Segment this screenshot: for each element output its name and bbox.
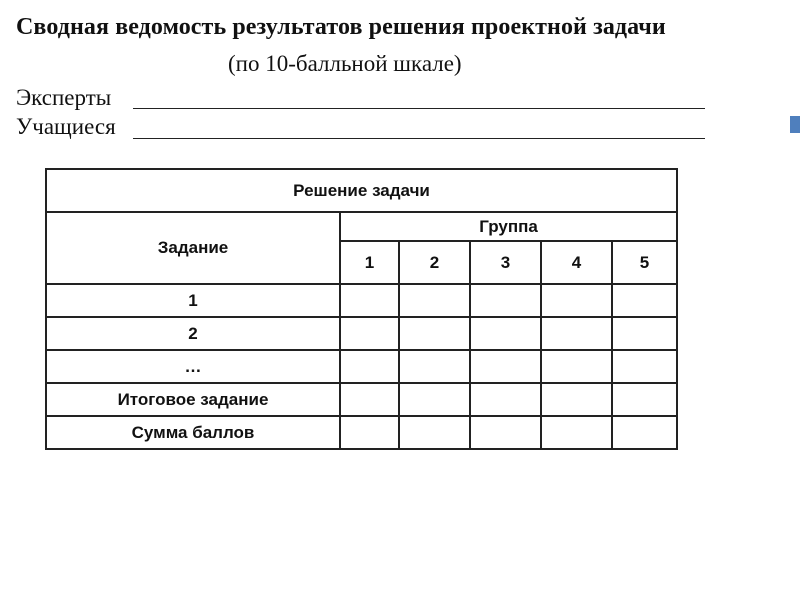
row-label: … xyxy=(46,350,340,383)
document-title: Сводная ведомость результатов решения проектной задачи xyxy=(16,14,666,40)
score-cell[interactable] xyxy=(470,317,541,350)
score-cell[interactable] xyxy=(541,416,612,449)
score-cell[interactable] xyxy=(340,317,399,350)
score-cell[interactable] xyxy=(541,317,612,350)
group-number-5: 5 xyxy=(612,241,677,284)
score-cell[interactable] xyxy=(470,350,541,383)
document-subtitle: (по 10-балльной шкале) xyxy=(228,51,462,76)
score-cell[interactable] xyxy=(541,383,612,416)
score-cell[interactable] xyxy=(612,350,677,383)
table-row xyxy=(46,317,677,350)
score-cell[interactable] xyxy=(612,284,677,317)
score-cell[interactable] xyxy=(541,350,612,383)
group-number-4: 4 xyxy=(541,241,612,284)
score-cell[interactable] xyxy=(340,383,399,416)
table-row xyxy=(46,416,677,449)
group-number-1: 1 xyxy=(340,241,399,284)
group-number-3: 3 xyxy=(470,241,541,284)
score-cell[interactable] xyxy=(612,383,677,416)
row-label: Сумма баллов xyxy=(46,416,340,449)
score-cell[interactable] xyxy=(399,284,470,317)
score-cell[interactable] xyxy=(399,416,470,449)
group-header: Группа xyxy=(340,212,677,241)
score-cell[interactable] xyxy=(470,284,541,317)
students-label: Учащиеся xyxy=(16,114,116,139)
experts-label: Эксперты xyxy=(16,85,112,110)
table-row xyxy=(46,284,677,317)
score-cell[interactable] xyxy=(399,383,470,416)
score-cell[interactable] xyxy=(541,284,612,317)
score-cell[interactable] xyxy=(340,284,399,317)
score-cell[interactable] xyxy=(470,383,541,416)
score-cell[interactable] xyxy=(399,350,470,383)
table-header: Решение задачи xyxy=(46,169,677,212)
task-column-header: Задание xyxy=(46,212,340,284)
experts-blank-line xyxy=(133,108,705,109)
results-table xyxy=(45,168,678,450)
experts-field xyxy=(16,85,111,113)
score-cell[interactable] xyxy=(612,416,677,449)
table-row xyxy=(46,383,677,416)
row-label: 1 xyxy=(46,284,340,317)
score-cell[interactable] xyxy=(399,317,470,350)
row-label: 2 xyxy=(46,317,340,350)
row-label: Итоговое задание xyxy=(46,383,340,416)
score-cell[interactable] xyxy=(340,350,399,383)
students-blank-line xyxy=(133,138,705,139)
score-cell[interactable] xyxy=(340,416,399,449)
slide-edge-marker xyxy=(790,116,800,133)
group-number-2: 2 xyxy=(399,241,470,284)
score-cell[interactable] xyxy=(470,416,541,449)
table-row xyxy=(46,350,677,383)
students-field xyxy=(16,114,116,142)
score-cell[interactable] xyxy=(612,317,677,350)
